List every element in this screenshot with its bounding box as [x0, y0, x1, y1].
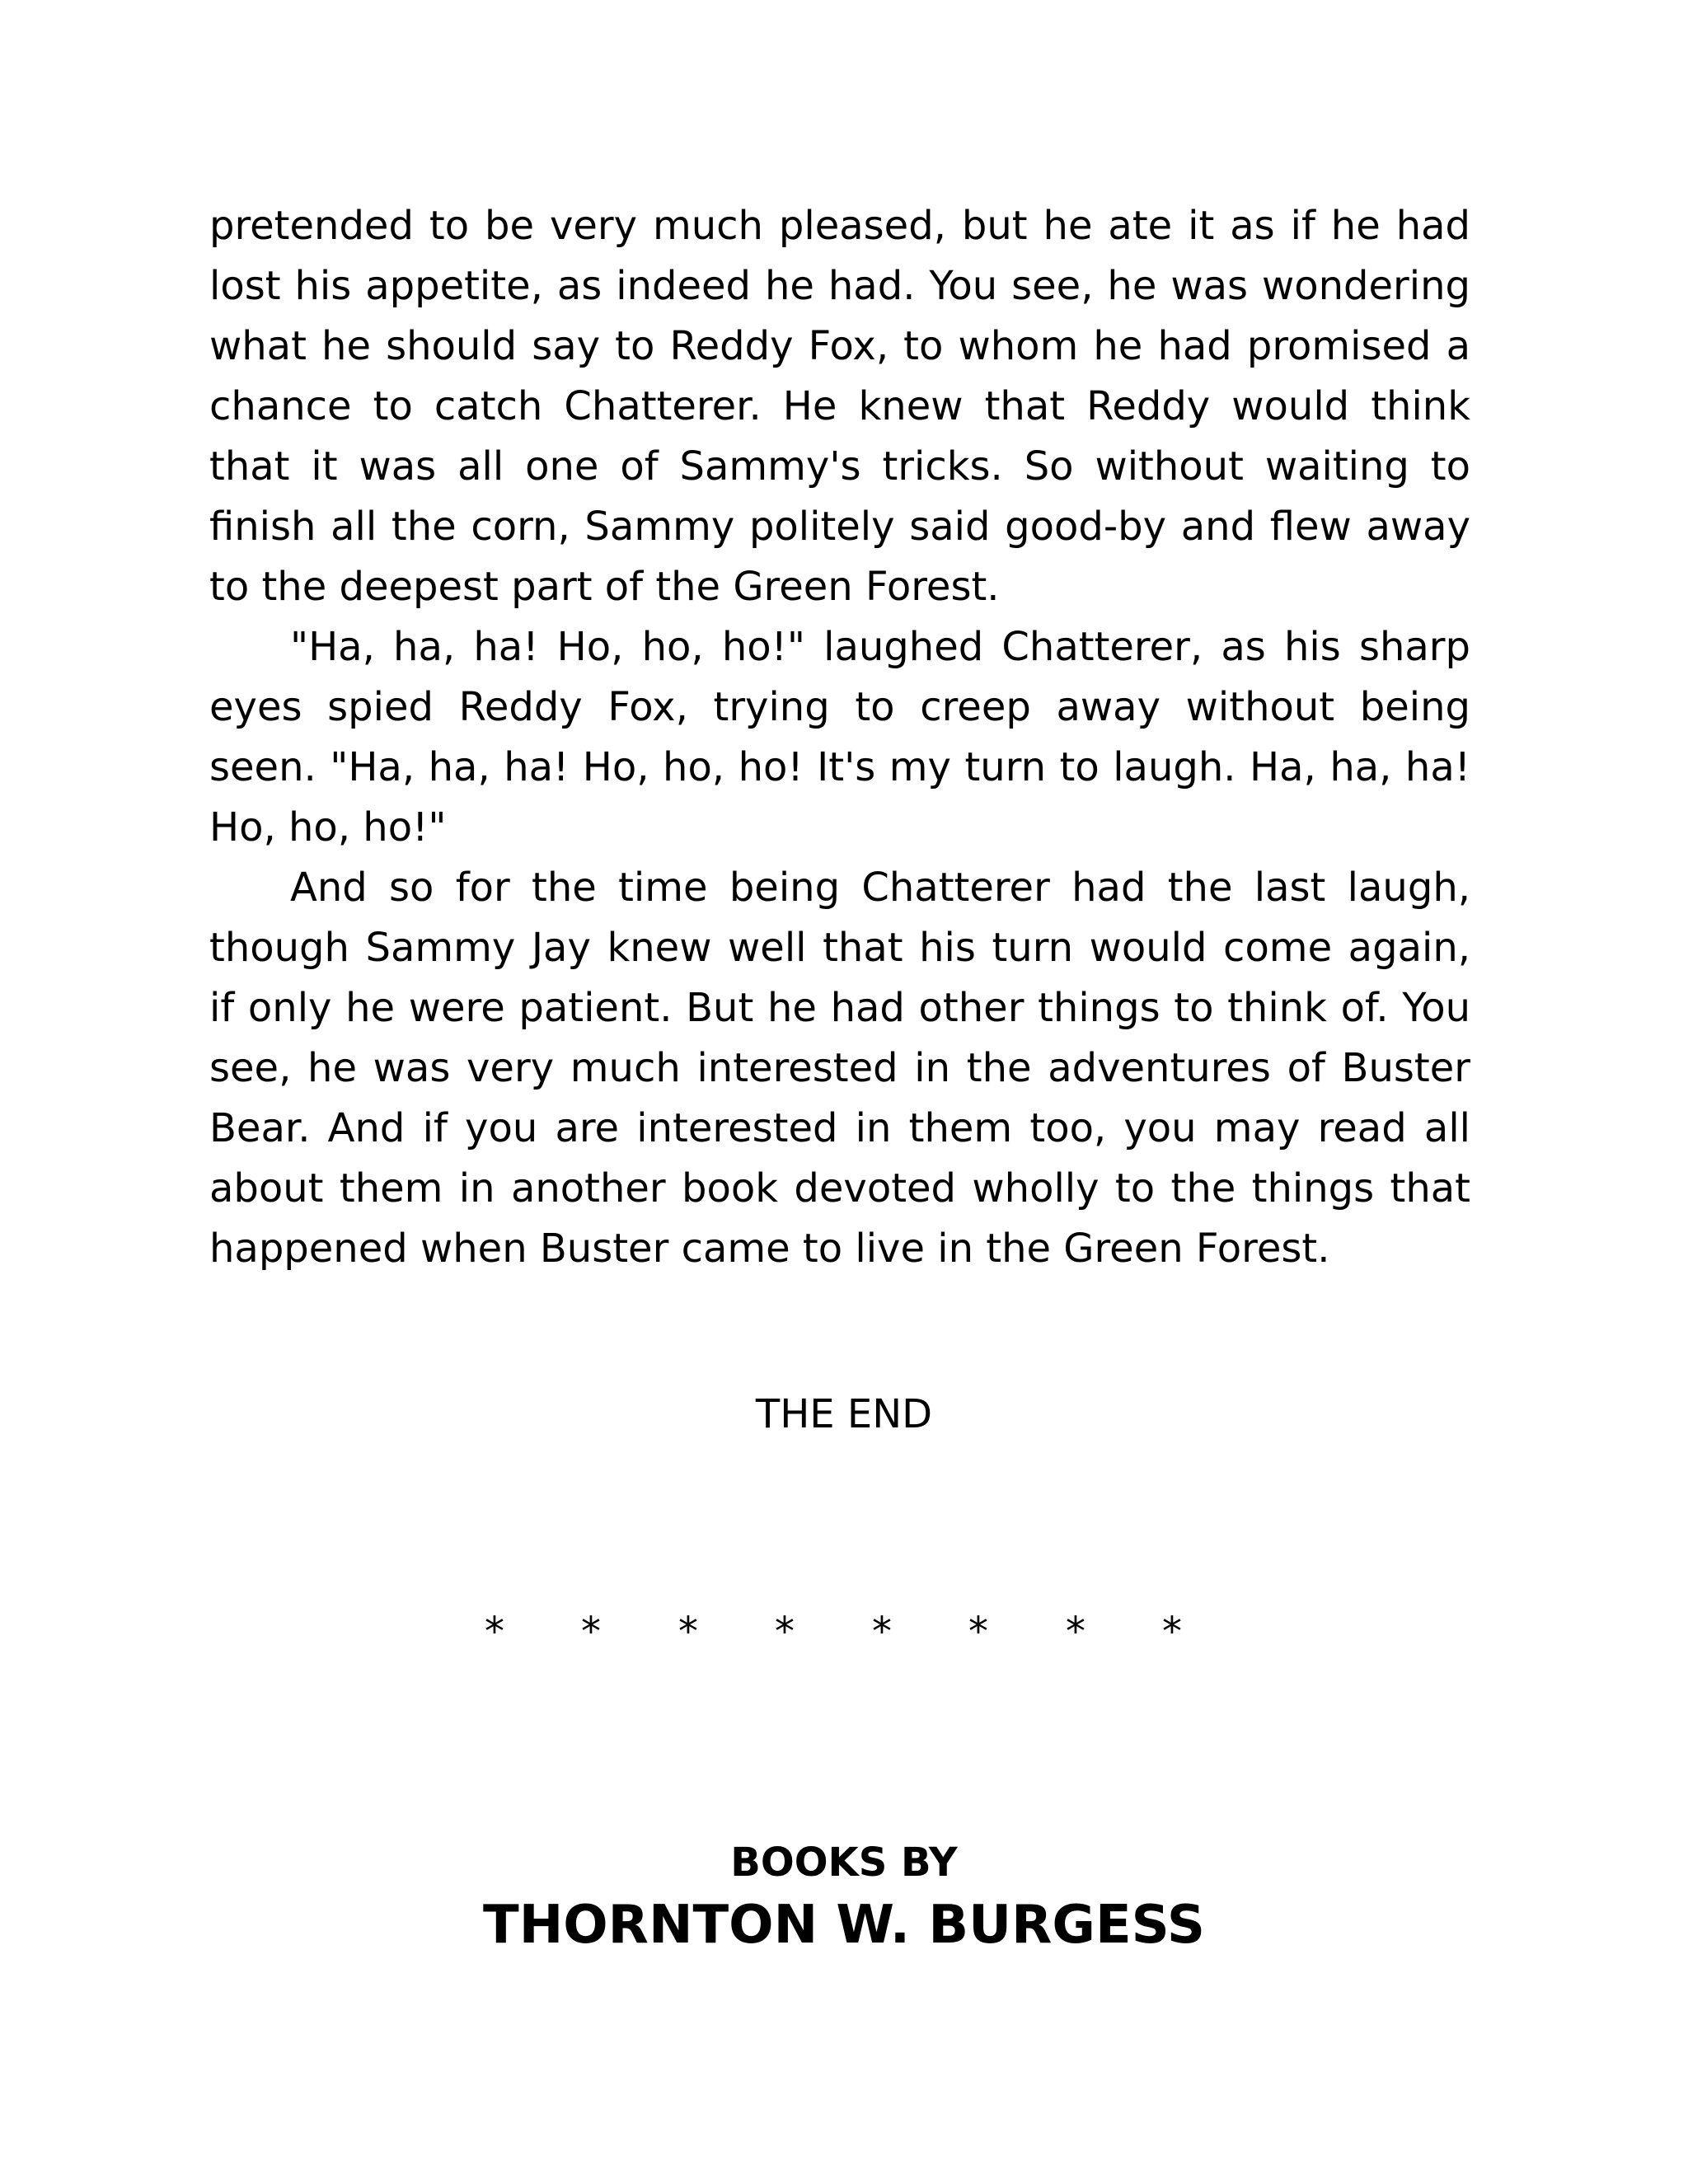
separator-star: * [1160, 1609, 1184, 1655]
author-name: THORNTON W. BURGESS [483, 1895, 1205, 1956]
paragraph-3: And so for the time being Chatterer had the last laugh, though Sammy Jay knew well that his turn would come again, if only he were patient. But he had other things to think of. You see, he was very much interested in the adventures of Buster Bear. And if you are interested in them too, you may read all about them in another book devoted wholly to the things that happened when Buster came to live in the Green Forest. [209, 865, 1470, 1272]
separator-star: * [579, 1609, 603, 1655]
separator-star: * [772, 1609, 797, 1655]
separator-star: * [676, 1609, 701, 1655]
paragraph-1: pretended to be very much pleased, but he ate it as if he had lost his appetite, as indeed he had. You see, he was wondering what he should say to Reddy Fox, to whom he had promised a chance to catch Chatterer. He knew that Reddy would think that it was all one of Sammy's tricks. So without waiting to finish all the corn, Sammy politely said good-by and flew away to the deepest part of the Green Forest. [209, 203, 1470, 610]
separator-star: * [1063, 1609, 1088, 1655]
the-end-heading: THE END [755, 1391, 933, 1437]
separator-star: * [482, 1609, 507, 1655]
story-text [209, 196, 1470, 1279]
paragraph-2: "Ha, ha, ha! Ho, ho, ho!" laughed Chatterer, as his sharp eyes spied Reddy Fox, trying to creep away without being seen. "Ha, ha, ha! Ho, ho, ho! It's my turn to laugh. Ha, ha, ha! Ho, ho, ho!" [209, 624, 1470, 851]
books-by-heading: BOOKS BY [730, 1840, 958, 1886]
separator-star: * [870, 1609, 894, 1655]
separator-star: * [966, 1609, 991, 1655]
star-separator [0, 1607, 1688, 1657]
